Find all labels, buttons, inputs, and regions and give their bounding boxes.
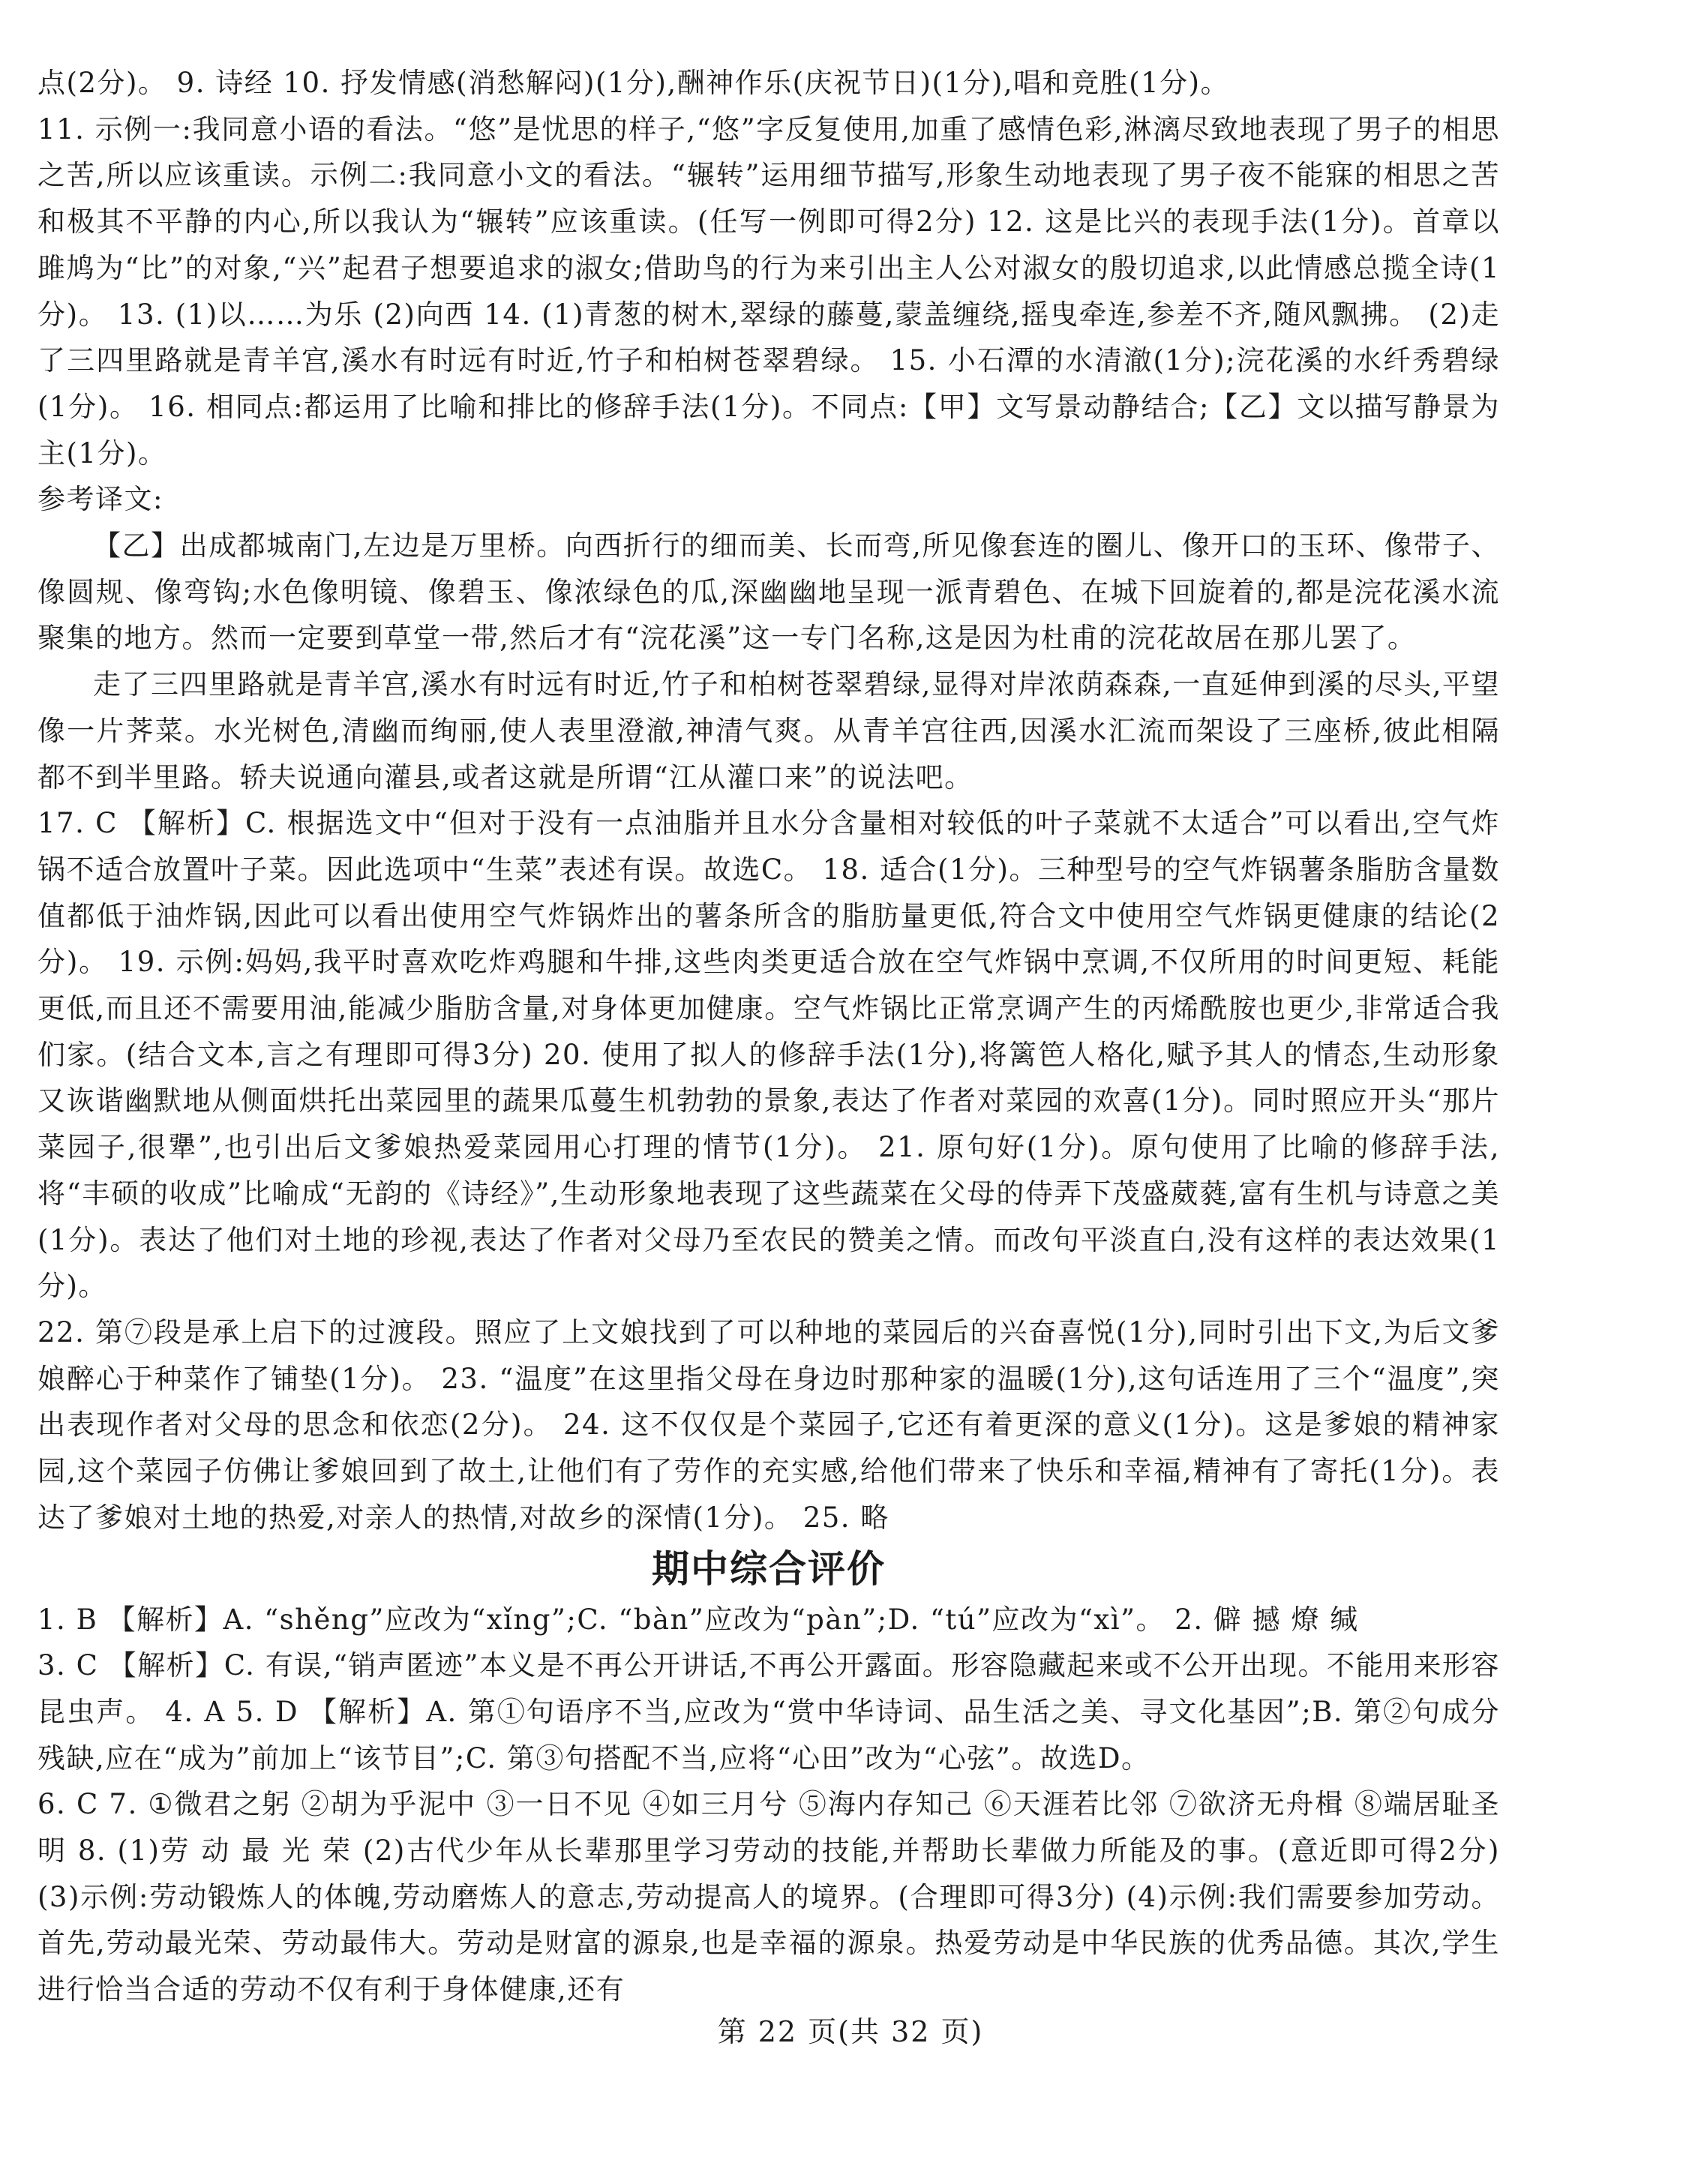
answer-paragraph: 17. C 【解析】C. 根据选文中“但对于没有一点油脂并且水分含量相对较低的叶子菜就不太适合”可以看出,空气炸锅不适合放置叶子菜。因此选项中“生菜”表述有误。故选C。 18. 适合(1分)。三种型号的空气炸锅薯条脂肪含量数值都低于油炸锅,因此可以看出使用空气炸锅炸出的薯条所含的脂肪量更低,符合文中使用空气炸锅更健康的结论(2分)。 19. 示例:妈妈,我平时喜欢吃炸鸡腿和牛排,这些肉类更适合放在空气炸锅中烹调,不仅所用的时间更短、耗能更低,而且还不需要用油,能减少脂肪含量,对身体更加健康。空气炸锅比正常烹调产生的丙烯酰胺也更少,非常适合我们家。(结合文本,言之有理即可得3分) 20. 使用了拟人的修辞手法(1分),将篱笆人格化,赋予其人的情态,生动形象又诙谐幽默地从侧面烘托出菜园里的蔬果瓜蔓生机勃勃的景象,表达了作者对菜园的欢喜(1分)。同时照应开头“那片菜园子,很犟”,也引出后文爹娘热爱菜园用心打理的情节(1分)。 21. 原句好(1分)。原句使用了比喻的修辞手法,将“丰硕的收成”比喻成“无韵的《诗经》”,生动形象地表现了这些蔬菜在父母的侍弄下茂盛葳蕤,富有生机与诗意之美(1分)。表达了他们对土地的珍视,表达了作者对父母乃至农民的赞美之情。而改句平淡直白,没有这样的表达效果(1分)。 [38,807,1500,1303]
translation-paragraph: 走了三四里路就是青羊宫,溪水有时远有时近,竹子和柏树苍翠碧绿,显得对岸浓荫森森,一直延伸到溪的尽头,平望像一片荠菜。水光树色,清幽而绚丽,使人表里澄澈,神清气爽。从青羊宫往西,因溪水汇流而架设了三座桥,彼此相隔都不到半里路。轿夫说通向灌县,或者这就是所谓“江从灌口来”的说法吧。 [38,668,1500,794]
section-title: 期中综合评价 [652,1546,886,1591]
answer-paragraph: 1. B 【解析】A. “shěng”应改为“xǐng”;C. “bàn”应改为“pàn”;D. “tú”应改为“xì”。 2. 僻 撼 燎 缄 [38,1603,1359,1636]
answer-paragraph: 11. 示例一:我同意小语的看法。“悠”是忧思的样子,“悠”字反复使用,加重了感情色彩,淋漓尽致地表现了男子的相思之苦,所以应该重读。示例二:我同意小文的看法。“辗转”运用细节描写,形象生动地表现了男子夜不能寐的相思之苦和极其不平静的内心,所以我认为“辗转”应该重读。(任写一例即可得2分) 12. 这是比兴的表现手法(1分)。首章以雎鸠为“比”的对象,“兴”起君子想要追求的淑女;借助鸟的行为来引出主人公对淑女的殷切追求,以此情感总揽全诗(1分)。 13. (1)以……为乐 (2)向西 14. (1)青葱的树木,翠绿的藤蔓,蒙盖缠绕,摇曳牵连,参差不齐,随风飘拂。 (2)走了三四里路就是青羊宫,溪水有时远有时近,竹子和柏树苍翠碧绿。 15. 小石潭的水清澈(1分);浣花溪的水纤秀碧绿(1分)。 16. 相同点:都运用了比喻和排比的修辞手法(1分)。不同点:【甲】文写景动静结合;【乙】文以描写静景为主(1分)。 [38,112,1500,470]
answer-paragraph: 6. C 7. ①微君之躬 ②胡为乎泥中 ③一日不见 ④如三月兮 ⑤海内存知己 ⑥天涯若比邻 ⑦欲济无舟楫 ⑧端居耻圣明 8. (1)劳 动 最 光 荣 (2)古代少年从长辈那里学习劳动的技能,并帮助长辈做力所能及的事。(意近即可得2分) (3)示例:劳动锻炼人的体魄,劳动磨炼人的意志,劳动提高人的境界。(合理即可得3分) (4)示例:我们需要参加劳动。首先,劳动最光荣、劳动最伟大。劳动是财富的源泉,也是幸福的源泉。热爱劳动是中华民族的优秀品德。其次,学生进行恰当合适的劳动不仅有利于身体健康,还有 [38,1788,1500,2006]
translation-label: 参考译文: [38,483,164,516]
answer-paragraph: 点(2分)。 9. 诗经 10. 抒发情感(消愁解闷)(1分),酬神作乐(庆祝节日)(1分),唱和竞胜(1分)。 [38,67,1230,99]
answer-page [38,60,1500,2013]
translation-paragraph: 【乙】出成都城南门,左边是万里桥。向西折行的细而美、长而弯,所见像套连的圈儿、像开口的玉环、像带子、像圆规、像弯钩;水色像明镜、像碧玉、像浓绿色的瓜,深幽幽地呈现一派青碧色、在城下回旋着的,都是浣花溪水流聚集的地方。然而一定要到草堂一带,然后才有“浣花溪”这一专门名称,这是因为杜甫的浣花故居在那儿罢了。 [38,530,1500,655]
answer-paragraph: 22. 第⑦段是承上启下的过渡段。照应了上文娘找到了可以种地的菜园后的兴奋喜悦(1分),同时引出下文,为后文爹娘醉心于种菜作了铺垫(1分)。 23. “温度”在这里指父母在身边时那种家的温暖(1分),这句话连用了三个“温度”,突出表现作者对父母的思念和依恋(2分)。 24. 这不仅仅是个菜园子,它还有着更深的意义(1分)。这是爹娘的精神家园,这个菜园子仿佛让爹娘回到了故土,让他们有了劳作的充实感,给他们带来了快乐和幸福,精神有了寄托(1分)。表达了爹娘对土地的热爱,对亲人的热情,对故乡的深情(1分)。 25. 略 [38,1316,1500,1534]
page-footer: 第 22 页(共 32 页) [717,2015,984,2048]
answer-paragraph: 3. C 【解析】C. 有误,“销声匿迹”本义是不再公开讲话,不再公开露面。形容隐藏起来或不公开出现。不能用来形容昆虫声。 4. A 5. D 【解析】A. 第①句语序不当,应改为“赏中华诗词、品生活之美、寻文化基因”;B. 第②句成分残缺,应在“成为”前加上“该节目”;C. 第③句搭配不当,应将“心田”改为“心弦”。故选D。 [38,1649,1500,1774]
